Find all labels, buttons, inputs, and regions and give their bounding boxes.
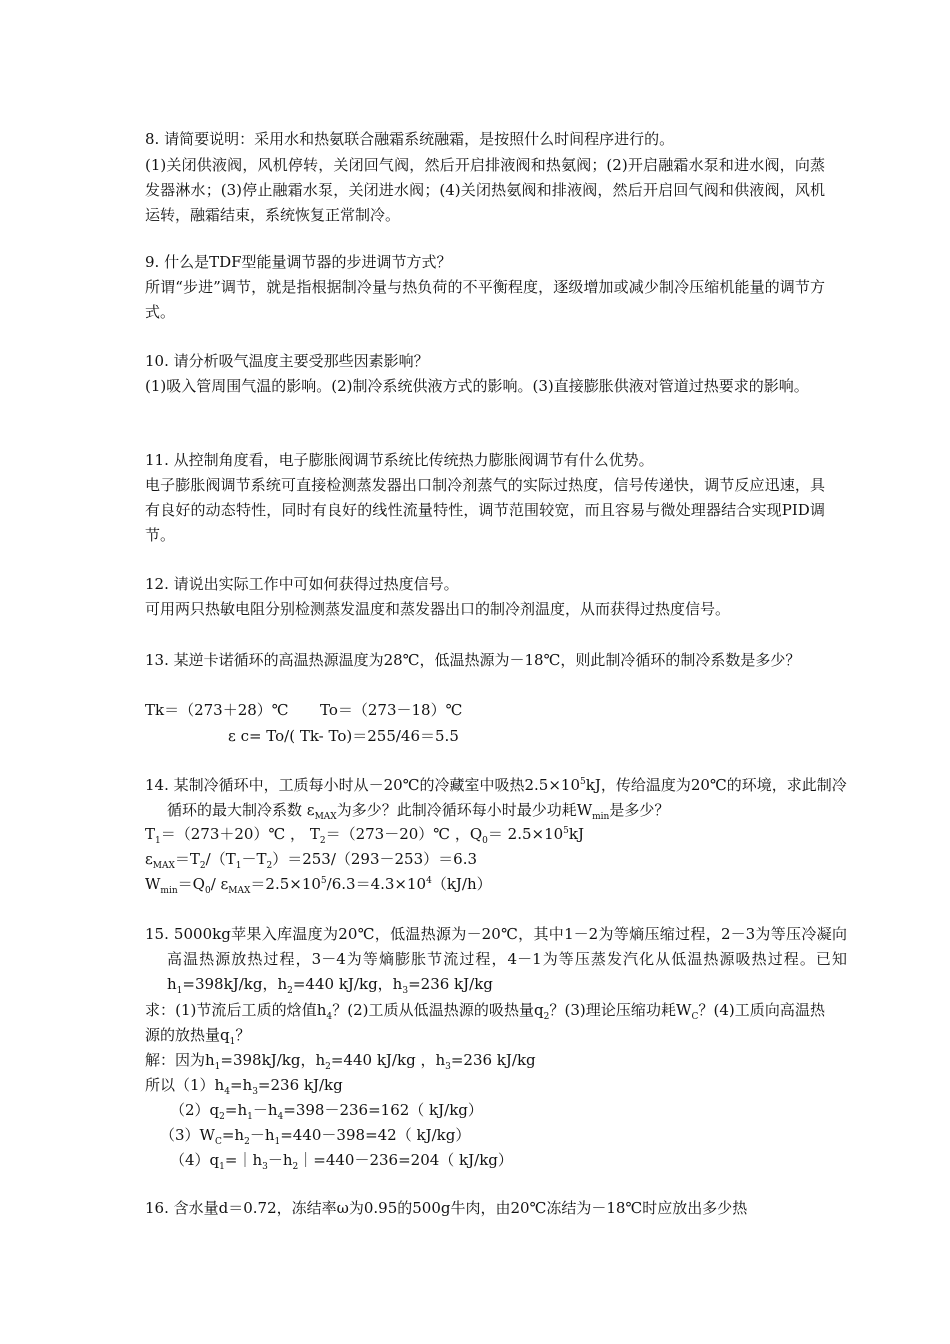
q15-solution-given: 解：因为$h_1=398kJ/kg$，$h_2=440$ kJ/kg ，$h_3=236$ kJ/kg [145,1051,536,1072]
question-12: 12. 请说出实际工作中可如何获得过热度信号。 [145,575,459,593]
q13-to-formula: To＝（273－18）℃ [320,701,463,719]
question-16: 16. 含水量d＝0.72，冻结率ω为0.95的500g牛肉，由20℃冻结为－18℃时应放出多少热 [145,1199,748,1217]
question-14: 14. 某制冷循环中，工质每小时从－20℃的冷藏室中吸热$2.5\times 10^5kJ$，传给温度为20℃的环境，求此制冷循环的最大制冷系数 $\varepsilon_{MAX}$为多少？此制冷循环每小时最少功耗$W_{min}$是多少？ [145,776,847,822]
q13-tk-formula: Tk＝（273＋28）℃ [145,701,289,719]
answer-10: (1)吸入管周围气温的影响。(2)制冷系统供液方式的影响。(3)直接膨胀供液对管道过热要求的影响。 [145,377,809,395]
question-8: 8. 请简要说明：采用水和热氨联合融霜系统融霜，是按照什么时间程序进行的。 [145,130,675,148]
answer-11: 电子膨胀阀调节系统可直接检测蒸发器出口制冷剂蒸气的实际过热度，信号传递快，调节反应迅速，具有良好的动态特性，同时有良好的线性流量特性，调节范围较宽，而且容易与微处理器结合实现PID调节。 [145,476,825,544]
question-10: 10. 请分析吸气温度主要受那些因素影响？ [145,352,429,370]
question-13: 13. 某逆卡诺循环的高温热源温度为28℃，低温热源为－18℃，则此制冷循环的制冷系数是多少？ [145,651,801,669]
q15-step-3: $(3)W_C=h_2-h_1=440-398=42$（ kJ/kg） [160,1126,471,1147]
q15-step-1: 所以$(1)h_4=h_3=236$ kJ/kg [145,1076,343,1097]
q14-cop-formula: $\varepsilon_{MAX}=T_2/(T_1-T_2)=253/(293-253)=6.3$ [145,850,478,871]
q14-work-formula: $W_{min}=Q_0/$ $\varepsilon_{MAX}=2.5\times 10^5/6.3=4.3\times 10^4(kJ/h)$ [145,875,492,896]
q13-cop-formula: ε c= To/( Tk- To)＝255/46＝5.5 [228,727,459,745]
question-11: 11. 从控制角度看，电子膨胀阀调节系统比传统热力膨胀阀调节有什么优势。 [145,451,654,469]
q15-step-2: $(2)q_2=h_1-h_4=398-236=162$（ kJ/kg） [170,1101,483,1122]
question-15: 15. 5000kg苹果入库温度为20℃，低温热源为－20℃，其中1－2为等熵压缩过程，2－3为等压冷凝向高温热源放热过程，3－4为等熵膨胀节流过程，4－1为等压蒸发汽化从低温热源吸热过程。已知$h_1=398kJ/kg$，$h_2=440$ kJ/kg，$h_3=236$ kJ/kg [145,925,847,996]
q15-asks: 求：(1)节流后工质的焓值$h_4$？(2)工质从低温热源的吸热量$q_2$？(3)理论压缩功耗$W_C$？(4)工质向高温热源的放热量$q_1$？ [145,1001,825,1047]
answer-12: 可用两只热敏电阻分别检测蒸发温度和蒸发器出口的制冷剂温度，从而获得过热度信号。 [145,600,731,618]
q15-step-4: $(4)q_1=|h_3-h_2|=440-236=204$（ kJ/kg） [170,1151,513,1172]
answer-9: 所谓“步进”调节，就是指根据制冷量与热负荷的不平衡程度，逐级增加或减少制冷压缩机能量的调节方式。 [145,278,825,321]
answer-8: (1)关闭供液阀，风机停转，关闭回气阀，然后开启排液阀和热氨阀；(2)开启融霜水泵和进水阀，向蒸发器淋水；(3)停止融霜水泵，关闭进水阀；(4)关闭热氨阀和排液阀，然后开启回气阀和供液阀，风机运转，融霜结束，系统恢复正常制冷。 [145,156,825,224]
q14-temperatures: $T_1=(273+20)℃$ ， $T_2=(273-20)℃$ ，$Q_0= 2.5\times 10^5kJ$ [145,825,585,846]
question-9: 9. 什么是TDF型能量调节器的步进调节方式？ [145,253,452,271]
